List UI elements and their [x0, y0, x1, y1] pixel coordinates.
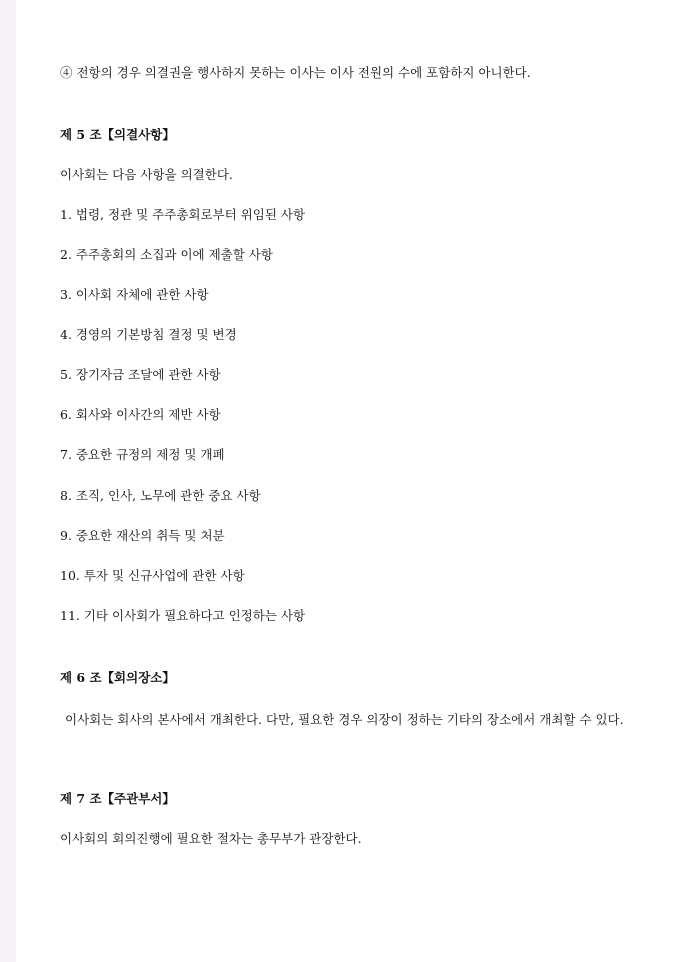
article-5-heading: 제 5 조【의결사항】: [60, 127, 175, 142]
list-item: 4. 경영의 기본방침 결정 및 변경: [60, 327, 237, 342]
list-item: 8. 조직, 인사, 노무에 관한 중요 사항: [60, 488, 261, 503]
list-item: 11. 기타 이사회가 필요하다고 인정하는 사항: [60, 608, 306, 623]
article-6-body: 이사회는 회사의 본사에서 개최한다. 다만, 필요한 경우 의장이 정하는 기타의 장소에서 개최할 수 있다.: [65, 712, 624, 727]
article-7-body: 이사회의 회의진행에 필요한 절차는 총무부가 관장한다.: [60, 831, 362, 846]
article-7-heading: 제 7 조【주관부서】: [60, 791, 175, 806]
list-item: 10. 투자 및 신규사업에 관한 사항: [60, 568, 245, 583]
list-item: 7. 중요한 규정의 제정 및 개폐: [60, 447, 225, 462]
list-item: 3. 이사회 자체에 관한 사항: [60, 287, 209, 302]
page-margin-strip: [0, 0, 16, 962]
list-item: 5. 장기자금 조달에 관한 사항: [60, 367, 221, 382]
paragraph-4: ④ 전항의 경우 의결권을 행사하지 못하는 이사는 이사 전원의 수에 포함하지 아니한다.: [60, 65, 531, 80]
list-item: 1. 법령, 정관 및 주주총회로부터 위임된 사항: [60, 207, 306, 222]
list-item: 9. 중요한 재산의 취득 및 처분: [60, 528, 225, 543]
article-5-intro: 이사회는 다음 사항을 의결한다.: [60, 167, 233, 182]
article-6-heading: 제 6 조【회의장소】: [60, 670, 175, 685]
list-item: 6. 회사와 이사간의 제반 사항: [60, 407, 221, 422]
list-item: 2. 주주총회의 소집과 이에 제출할 사항: [60, 247, 273, 262]
